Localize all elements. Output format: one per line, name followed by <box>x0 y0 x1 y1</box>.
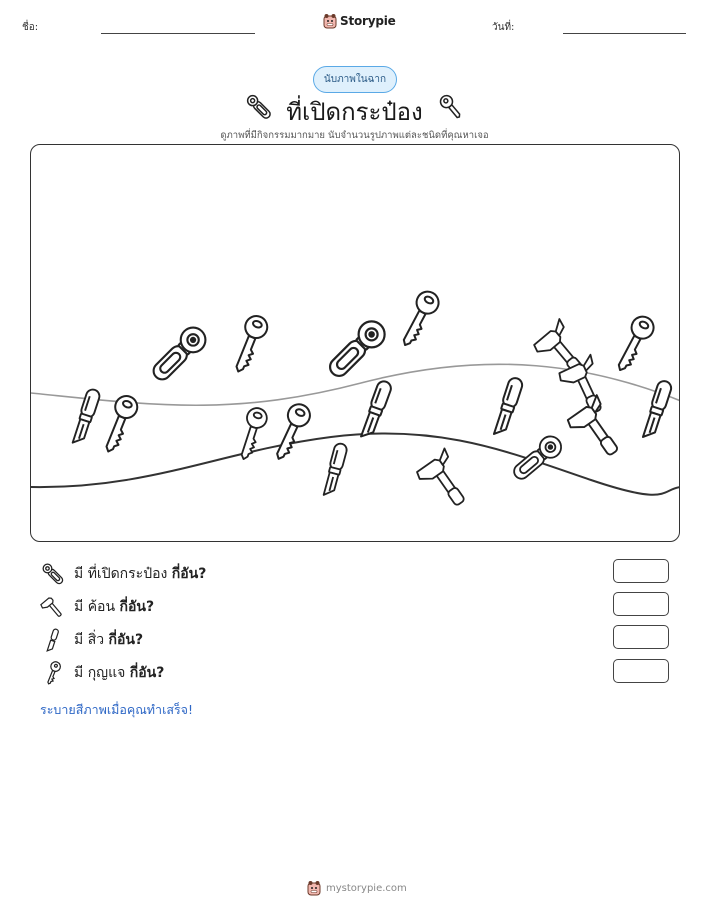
can-opener-icon <box>40 561 66 587</box>
date-field[interactable] <box>563 33 686 34</box>
answer-box-chisel[interactable] <box>613 625 669 649</box>
activity-badge: นับภาพในฉาก <box>313 66 397 93</box>
can-opener <box>147 322 210 385</box>
hammer <box>413 448 475 514</box>
question-text: มี ค้อน กี่อัน? <box>74 599 155 615</box>
date-label: วันที่: <box>492 22 515 33</box>
can-opener <box>324 316 390 382</box>
chisel <box>492 376 524 437</box>
key <box>395 288 442 350</box>
footer-site: mystorypie.com <box>326 882 407 894</box>
brand-name: Storypie <box>340 14 396 28</box>
instruction-text: ดูภาพที่มีกิจกรรมมากมาย นับจำนวนรูปภาพแต่ละชนิดที่คุณหาเจอ <box>220 130 489 141</box>
question-row-hammer <box>40 593 154 621</box>
chisel-icon <box>40 627 66 653</box>
answer-box-hammer[interactable] <box>613 592 669 616</box>
chisel <box>322 442 348 497</box>
key <box>98 393 140 456</box>
key-icon <box>437 93 465 121</box>
brand-logo <box>323 13 396 29</box>
chisel <box>359 379 393 440</box>
key <box>228 313 270 376</box>
answer-box-can-opener[interactable] <box>613 559 669 583</box>
footer <box>307 880 407 896</box>
question-row-chisel <box>40 626 143 654</box>
question-row-key <box>40 659 164 687</box>
key-icon <box>40 660 66 686</box>
finish-note: ระบายสีภาพเมื่อคุณทำเสร็จ! <box>40 702 194 717</box>
chisel <box>71 388 101 446</box>
ground-line <box>31 433 680 494</box>
question-text: มี กุญแจ กี่อัน? <box>74 665 165 681</box>
hammer-icon <box>40 594 66 620</box>
page-title: ที่เปิดกระป๋อง <box>286 98 423 126</box>
question-text: มี สิ่ว กี่อัน? <box>74 632 144 648</box>
name-field[interactable] <box>101 33 255 34</box>
answer-box-key[interactable] <box>613 659 669 683</box>
key <box>610 313 657 375</box>
question-text: มี ที่เปิดกระป๋อง กี่อัน? <box>74 566 207 582</box>
storypie-mascot-icon <box>323 13 337 29</box>
storypie-mascot-icon <box>307 880 321 896</box>
can-opener <box>509 432 565 484</box>
name-label: ชื่อ: <box>22 22 39 33</box>
hammer <box>564 395 629 465</box>
activity-scene <box>30 144 680 542</box>
key <box>269 401 314 464</box>
question-row-can-opener <box>40 560 206 588</box>
